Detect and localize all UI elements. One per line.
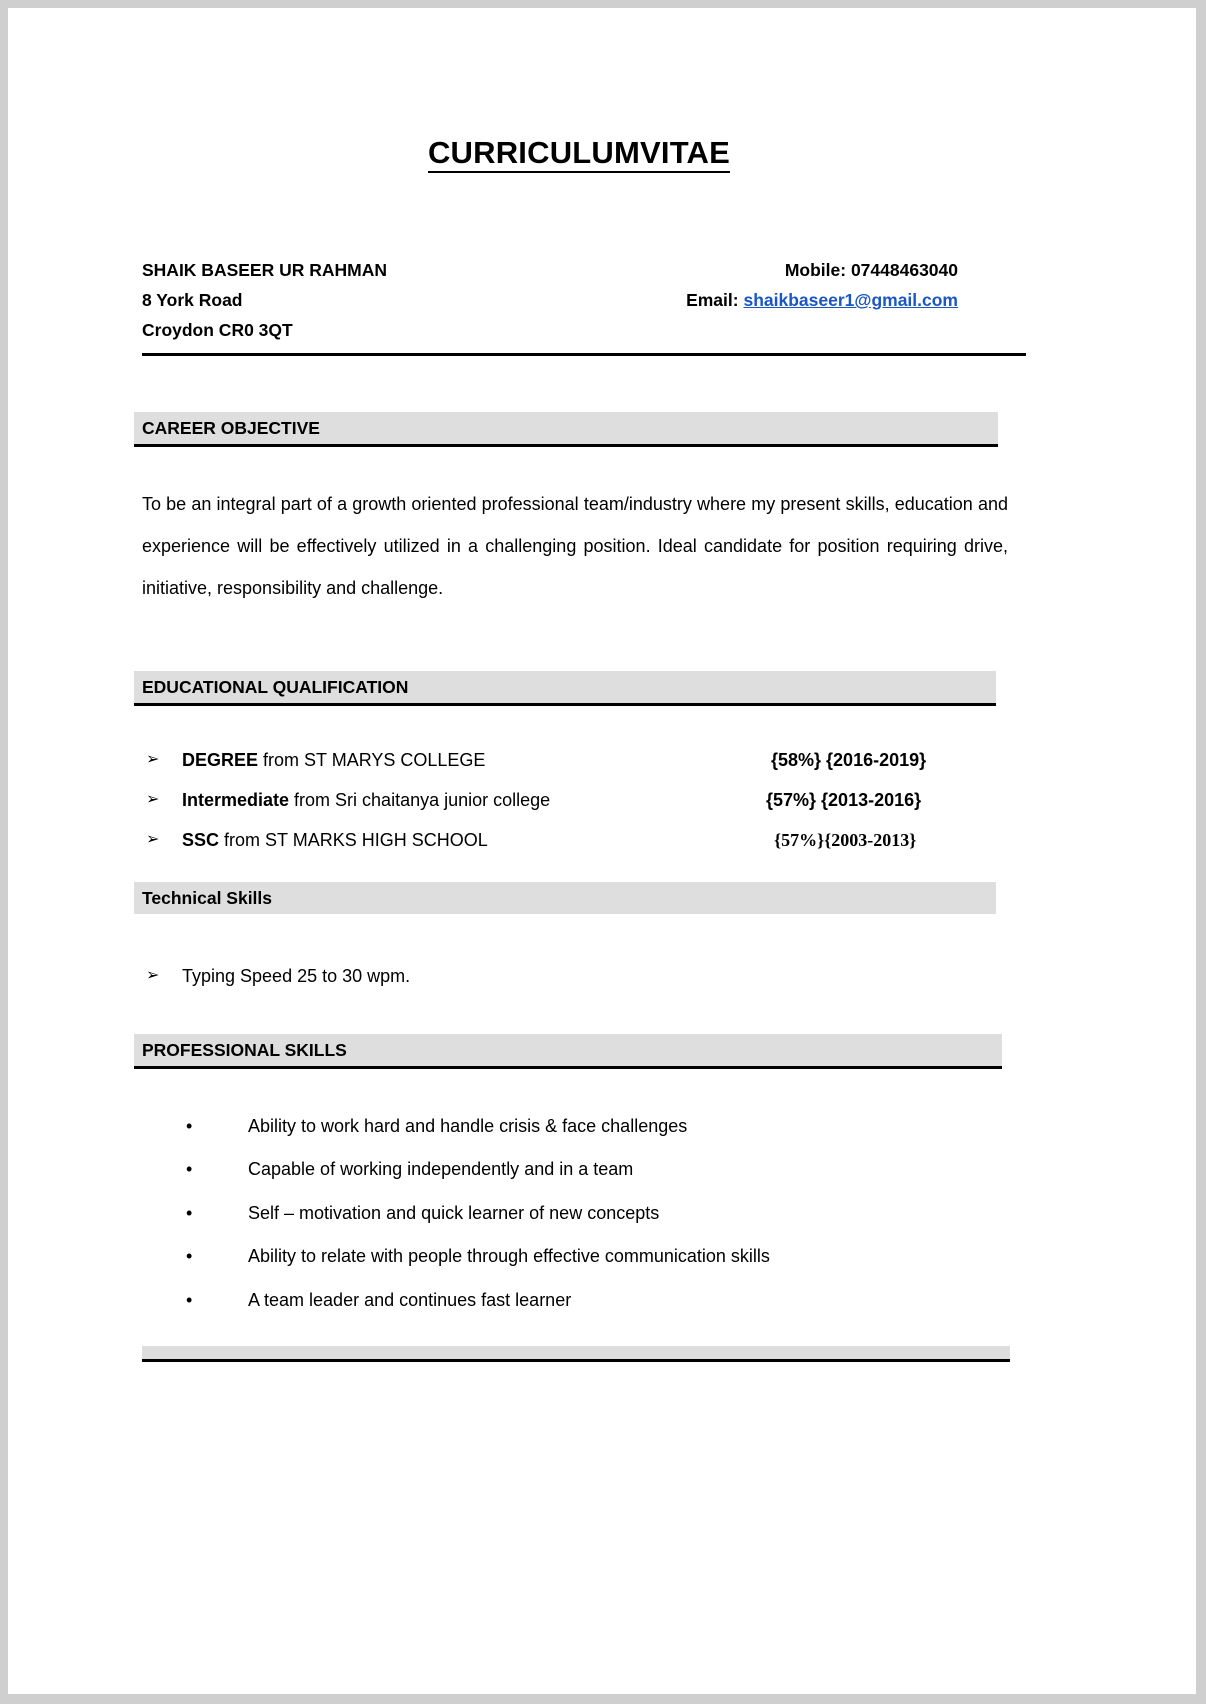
education-level: Intermediate [182, 789, 290, 810]
arrow-bullet-icon: ➢ [146, 790, 160, 808]
email-line [686, 285, 958, 315]
professional-skill-item [134, 1279, 1024, 1323]
education-score-years: {57%}{2003-2013} [774, 829, 917, 850]
page-edge-top [0, 0, 1206, 8]
education-institution: from ST MARYS COLLEGE [258, 749, 486, 770]
document-sheet [8, 8, 1196, 1694]
technical-skill-item [134, 956, 1024, 996]
education-score-years: {57%} {2013-2016} [766, 789, 922, 810]
dot-bullet-icon: • [186, 1159, 193, 1180]
professional-skill-item [134, 1192, 1024, 1236]
arrow-bullet-icon: ➢ [146, 830, 160, 848]
page-edge-right [1196, 0, 1206, 1704]
section-header-technical-skills: Technical Skills [134, 882, 996, 914]
professional-skill-text: A team leader and continues fast learner [248, 1289, 572, 1310]
section-header-career-objective: CAREER OBJECTIVE [134, 412, 998, 447]
education-row [134, 780, 1024, 820]
education-institution: from ST MARKS HIGH SCHOOL [219, 829, 488, 850]
education-level: DEGREE [182, 749, 259, 770]
page-edge-left [0, 0, 8, 1704]
section-header-educational-qualification: EDUCATIONAL QUALIFICATION [134, 671, 996, 706]
dot-bullet-icon: • [186, 1202, 193, 1223]
professional-skill-text: Ability to relate with people through effective communication skills [248, 1246, 770, 1267]
contact-right-column [686, 255, 958, 315]
dot-bullet-icon: • [186, 1115, 193, 1136]
mobile-line [686, 255, 958, 285]
contact-block [134, 255, 1024, 347]
education-score-years: {58%} {2016-2019} [771, 749, 927, 770]
education-institution: from Sri chaitanya junior college [289, 789, 551, 810]
education-row [134, 740, 1024, 780]
dot-bullet-icon: • [186, 1289, 193, 1310]
section-header-professional-skills: PROFESSIONAL SKILLS [134, 1034, 1002, 1069]
page-edge-bottom [0, 1694, 1206, 1704]
page-title: CURRICULUMVITAE [428, 136, 730, 173]
mobile-value: 07448463040 [850, 260, 958, 281]
education-row [134, 820, 1024, 860]
document-title-wrap [134, 8, 1024, 173]
mobile-label: Mobile: [784, 260, 847, 281]
email-link[interactable]: shaikbaseer1@gmail.com [743, 290, 958, 311]
document-body [134, 8, 1024, 1362]
professional-skill-text: Capable of working independently and in a team [248, 1159, 634, 1180]
education-level: SSC [182, 829, 220, 850]
candidate-name: SHAIK BASEER UR RAHMAN [142, 260, 388, 281]
contact-left-column [142, 255, 387, 345]
professional-skill-item [134, 1148, 1024, 1192]
email-label: Email: [686, 290, 739, 311]
technical-skill-text: Typing Speed 25 to 30 wpm. [182, 965, 411, 986]
address-line-1: 8 York Road [142, 290, 243, 311]
education-list [134, 740, 1024, 860]
dot-bullet-icon: • [186, 1246, 193, 1267]
professional-skill-item [134, 1105, 1024, 1149]
professional-skill-text: Self – motivation and quick learner of new concepts [248, 1202, 660, 1223]
technical-skills-list [134, 956, 1024, 996]
address-line-2: Croydon CR0 3QT [142, 320, 293, 341]
professional-skill-text: Ability to work hard and handle crisis & face challenges [248, 1115, 688, 1136]
professional-skill-item [134, 1235, 1024, 1279]
arrow-bullet-icon: ➢ [146, 750, 160, 768]
arrow-bullet-icon: ➢ [146, 966, 160, 984]
professional-skills-list [134, 1105, 1024, 1323]
career-objective-text: To be an integral part of a growth oriented professional team/industry where my present skills, education and experience will be effectively utilized in a challenging position. Ideal candidate for position requiring drive, initiative, responsibility and challenge. [142, 493, 1008, 598]
footer-divider-bar [142, 1346, 1010, 1362]
